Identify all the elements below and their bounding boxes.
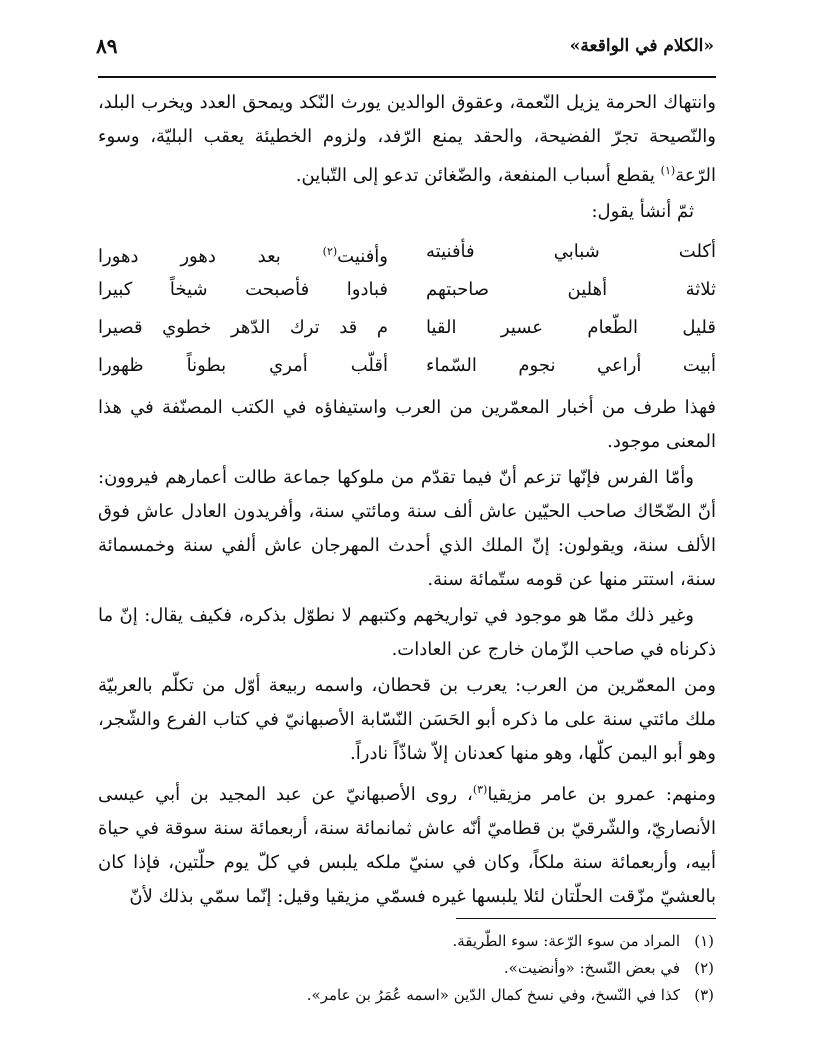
footnote-number: (٢) — [694, 959, 714, 977]
footnote-text: المراد من سوء الرّعة: سوء الطّريقة. — [452, 932, 680, 950]
verse-line — [98, 271, 716, 309]
poem — [98, 233, 716, 385]
paragraph: وانتهاك الحرمة يزيل النّعمة، وعقوق الوالدين يورث النّكد ويمحق العدد ويخرب البلد، والنّصيحة تجرّ الفضيحة، والحقد يمنع الرّفد، ولزوم الخطيئة يعقب البليّة، وسوء الرّعة$^{(١)}$ يقطع أسباب المنفعة، والضّغائن تدعو إلى التّباين. — [98, 92, 716, 186]
paragraph: ومنهم: عمرو بن عامر مزيقيا$^{(٣)}$، روى الأصبهانيّ عن عبد المجيد بن أبي عيسى الأنصاريّ، والشّرقيّ بن قطاميّ أنّه عاش ثمانمائة سنة، أربعمائة سنة سوقة في حياة أبيه، وأربعمائة سنة ملكاً، وكان في سنيّ ملكه يلبس في كلّ يوم حلّتين، فإذا كان بالعشيّ مزّقت الحلّتان لئلا يلبسها غيره فسمّي مزيقيا وقيل: إنّما سمّي بذلك لأنّ — [98, 783, 716, 907]
body-text — [98, 86, 716, 916]
paragraph: وغير ذلك ممّا هو موجود في تواريخهم وكتبهم لا نطوّل بذكره، فكيف يقال: إنّ ما ذكرناه في صاحب الزّمان خارج عن العادات. — [98, 605, 716, 660]
verse-second-hemistich: فبادوا فأصبحت شيخاً كبيرا — [98, 279, 388, 300]
footnote-text: في بعض النّسخ: «وأنضيت». — [503, 959, 680, 977]
verse-first-hemistich: أكلت شبابي فأفنيته — [426, 241, 716, 262]
verse-line — [98, 233, 716, 271]
paragraph: وأمّا الفرس فإنّها تزعم أنّ فيما تقدّم من ملوكها جماعة طالت أعمارهم فيروون: أنّ الضّحّاك صاحب الحيّين عاش ألف سنة ومائتي سنة، وأفريدون العادل عاش فوق الألف سنة، ويقولون: إنّ الملك الذي أحدث المهرجان عاش ألفي سنة وخمسمائة سنة، استتر منها عن قومه ستّمائة سنة. — [98, 467, 716, 590]
footnote — [98, 928, 714, 955]
verse-first-hemistich: أبيت أراعي نجوم السّماء — [426, 355, 716, 376]
paragraph: فهذا طرف من أخبار المعمّرين من العرب واستيفاؤه في الكتب المصنّفة في هذا المعنى موجود. — [98, 397, 716, 452]
paragraph: ومن المعمّرين من العرب: يعرب بن قحطان، واسمه ربيعة أوّل من تكلّم بالعربيّة ملك مائتي سنة على ما ذكره أبو الحَسَن النّسّابة الأصبهانيّ في كتاب الفرع والشّجر، وهو أبو اليمن كلّها، وهو منها كعدنان إلاّ شاذّاً نادراً. — [98, 675, 716, 764]
footnote-ref: (٣) — [472, 783, 488, 796]
paragraph: ثمّ أنشأ يقول: — [591, 201, 694, 222]
running-head: «الكلام في الواقعة» — [569, 36, 714, 56]
verse-line — [98, 347, 716, 385]
header-divider — [98, 76, 716, 78]
page-number: ٨٩ — [96, 34, 118, 58]
verse-second-hemistich: وأفنيت$^{(٢)}$ بعد دهور دهورا — [98, 245, 388, 267]
verse-first-hemistich: قليل الطّعام عسير القيا — [426, 317, 716, 338]
footnote-number: (١) — [694, 932, 714, 950]
footnote-ref: (٢) — [322, 245, 338, 258]
verse-line — [98, 309, 716, 347]
footnote — [98, 955, 714, 982]
footnote-number: (٣) — [694, 986, 714, 1004]
footnotes — [98, 928, 714, 1009]
footnote-divider — [456, 918, 716, 919]
verse-second-hemistich: م قد ترك الدّهر خطوي قصيرا — [98, 317, 388, 338]
verse-first-hemistich: ثلاثة أهلين صاحبتهم — [426, 279, 716, 300]
verse-second-hemistich: أقلّب أمري بطوناً ظهورا — [98, 355, 388, 376]
footnote-ref: (١) — [660, 164, 676, 177]
footnote — [98, 982, 714, 1009]
footnote-text: كذا في النّسخ، وفي نسخ كمال الدّين «اسمه عُمَرُ بن عامر». — [306, 986, 680, 1004]
